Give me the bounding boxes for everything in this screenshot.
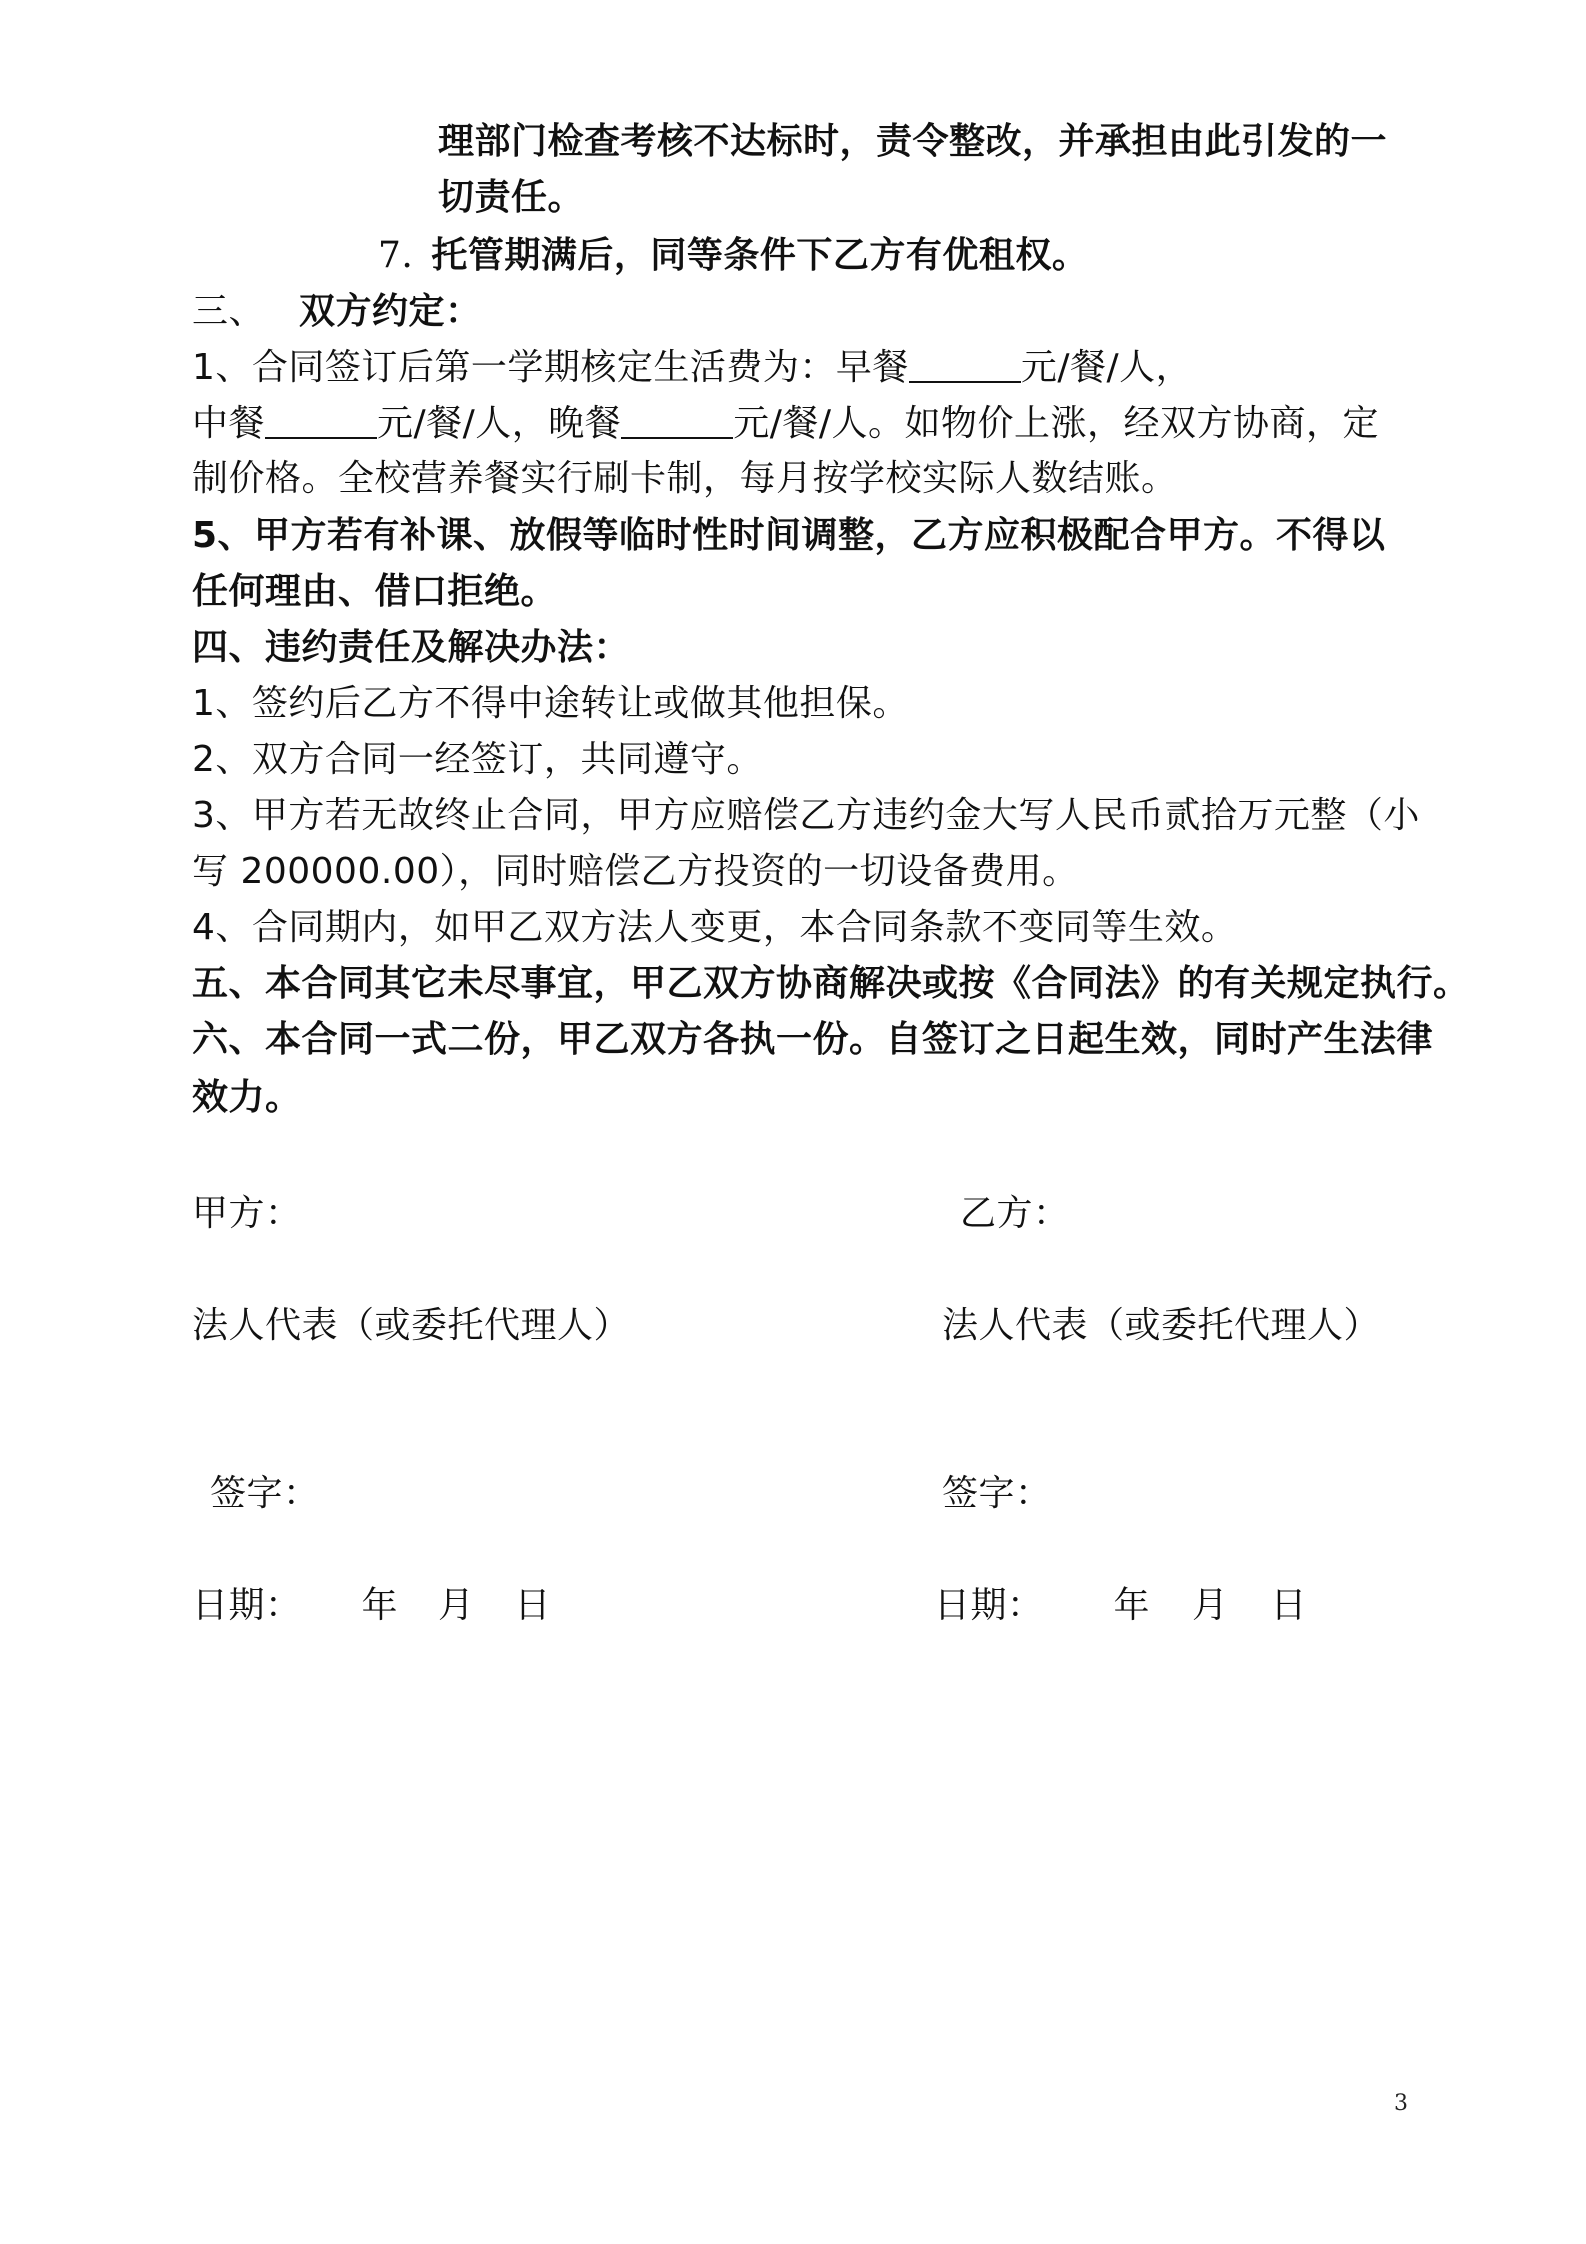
party-a-date-month: 月 [438,1585,475,1626]
item7-number: 7. [378,235,414,276]
section3-heading-number: 三、 [192,291,266,332]
clause1-text-c: 中餐 [192,403,266,444]
section4-item4: 4、合同期内，如甲乙双方法人变更，本合同条款不变同等生效。 [192,907,1238,948]
section4-item1: 1、签约后乙方不得中途转让或做其他担保。 [192,683,909,724]
section6-line2: 效力。 [192,1077,302,1118]
party-b-date-year: 年 [1113,1585,1151,1626]
party-a-date-label: 日期： [192,1585,302,1626]
section4-heading: 四、违约责任及解决办法： [192,627,631,668]
section4-item2: 2、双方合同一经签订，共同遵守。 [192,739,763,780]
party-b-representative: 法人代表（或委托代理人） [942,1305,1381,1346]
section4-item3-line2: 写 200000.00），同时赔偿乙方投资的一切设备费用。 [192,851,1079,892]
item7-text: 托管期满后，同等条件下乙方有优租权。 [431,235,1089,276]
party-a-representative: 法人代表（或委托代理人） [192,1305,631,1346]
party-b-date-month: 月 [1192,1585,1229,1626]
section5: 五、本合同其它未尽事宜，甲乙双方协商解决或按《合同法》的有关规定执行。 [192,963,1470,1004]
clause1-text-a: 1、合同签订后第一学期核定生活费为：早餐 [192,347,909,388]
item6-continuation-line2: 切责任。 [438,177,585,218]
page-number: 3 [1394,2091,1408,2116]
item7 [378,236,1088,276]
clause5-line1: 5、甲方若有补课、放假等临时性时间调整，乙方应积极配合甲方。不得以 [192,515,1386,556]
section4-item3-line1: 3、甲方若无故终止合同，甲方应赔偿乙方违约金大写人民币贰拾万元整（小 [192,795,1420,836]
breakfast-price-blank [909,349,1021,383]
party-b-label: 乙方： [960,1193,1070,1234]
dinner-price-blank [621,405,733,439]
clause1-line1 [192,348,1192,388]
clause5-line2: 任何理由、借口拒绝。 [192,571,558,612]
party-b-date-label: 日期： [934,1585,1044,1626]
party-b-date [934,1586,1307,1626]
section6-line1: 六、本合同一式二份，甲乙双方各执一份。自签订之日起生效，同时产生法律 [192,1019,1434,1060]
clause1-text-d: 元/餐/人，晚餐 [377,403,622,444]
party-a-signature-label: 签字： [210,1473,320,1514]
clause1-text-b: 元/餐/人， [1020,347,1193,388]
party-a-label: 甲方： [192,1193,302,1234]
section3-heading [192,292,482,332]
item6-continuation-line1: 理部门检查考核不达标时，责令整改，并承担由此引发的一 [438,121,1388,162]
section3-heading-text: 双方约定： [299,291,482,332]
party-a-date-day: 日 [514,1585,552,1626]
clause1-line2 [192,404,1379,444]
lunch-price-blank [265,405,377,439]
party-b-signature-label: 签字： [942,1473,1052,1514]
clause1-text-e: 元/餐/人。如物价上涨，经双方协商，定 [733,403,1380,444]
party-a-date [192,1586,551,1626]
party-a-date-year: 年 [361,1585,399,1626]
party-b-date-day: 日 [1270,1585,1308,1626]
clause1-line3: 制价格。全校营养餐实行刷卡制，每月按学校实际人数结账。 [192,458,1178,499]
